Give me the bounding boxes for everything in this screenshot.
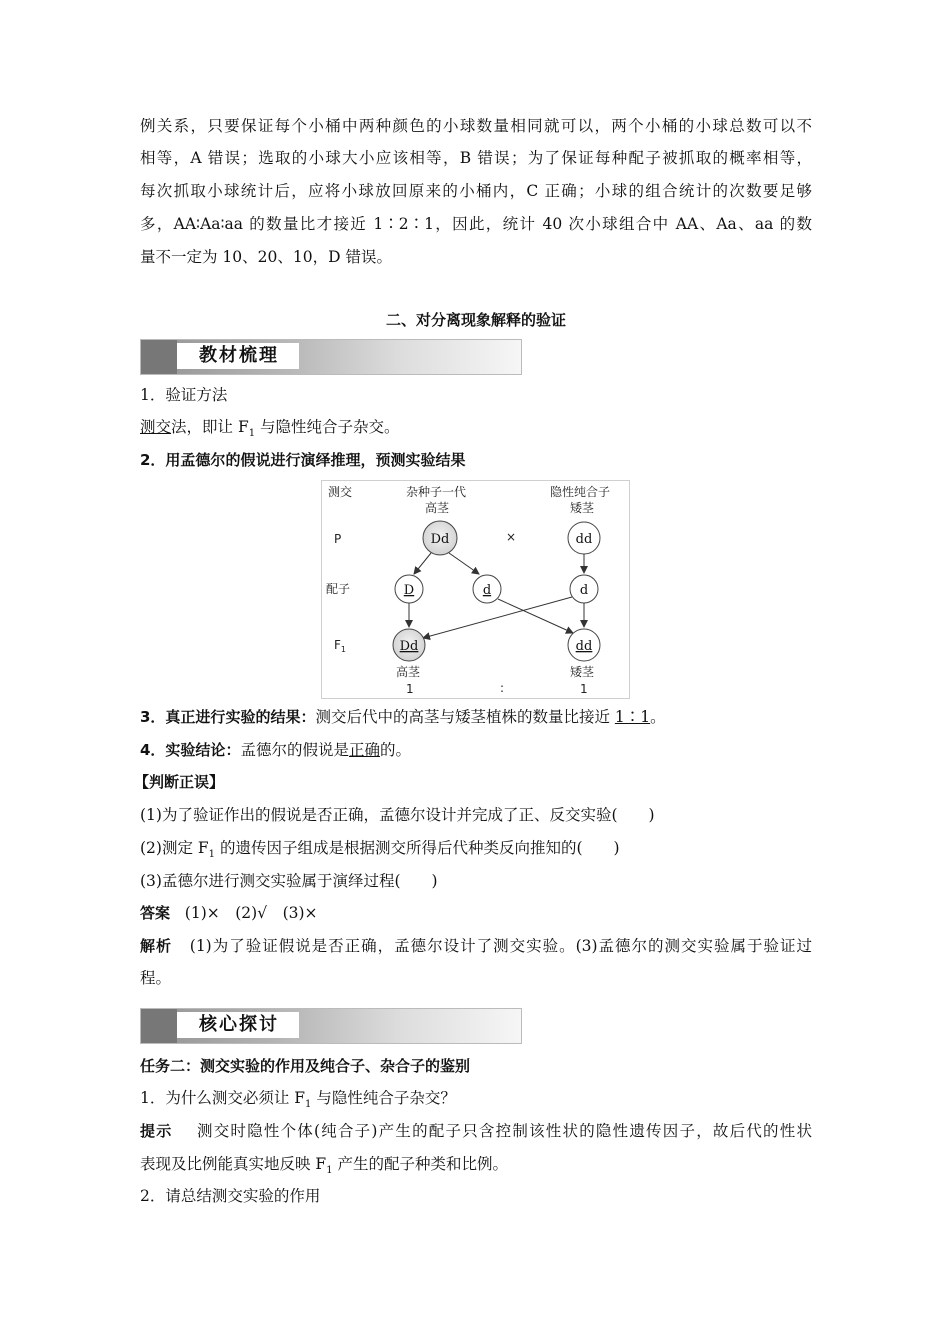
text-span: 的。 xyxy=(379,741,411,759)
ratio-colon: : xyxy=(500,681,505,695)
judge-item: (3)孟德尔进行测交实验属于演绎过程( ) xyxy=(140,872,438,890)
parent-recessive-genotype: dd xyxy=(575,532,593,547)
item-text xyxy=(140,416,812,445)
text-span: 1．为什么测交必须让 F xyxy=(140,1089,306,1107)
paragraph-line: 相等，A 错误；选取的小球大小应该相等，B 错误；为了保证每种配子被抓取的概率相等， xyxy=(140,149,812,167)
paragraph-line: 多，AA∶Aa∶aa 的数量比才接近 1∶2∶1，因此，统计 40 次小球组合中 AA、Aa、aa 的数 xyxy=(140,215,812,233)
answer-line xyxy=(140,902,812,924)
gamete-d: d xyxy=(482,583,492,598)
arrow xyxy=(498,599,573,633)
arrow xyxy=(423,597,572,638)
hybrid-title: 杂种子一代 xyxy=(406,485,467,499)
text-span: 表现及比例能真实地反映 F xyxy=(140,1155,327,1173)
hint-line xyxy=(140,1153,812,1182)
hybrid-phenotype: 高茎 xyxy=(425,501,450,515)
arrow xyxy=(449,553,479,574)
banner-label: 教材梳理 xyxy=(177,343,299,369)
section-banner xyxy=(140,1008,522,1044)
offspring-phenotype: 高茎 xyxy=(396,665,421,679)
task-title: 任务二：测交实验的作用及纯合子、杂合子的鉴别 xyxy=(140,1057,471,1075)
text-span: 产生的配子种类和比例。 xyxy=(332,1155,508,1173)
label-testcross: 测交 xyxy=(328,485,353,499)
underlined-term: 测交 xyxy=(140,418,172,436)
text-span: 孟德尔的假说是 xyxy=(240,741,349,759)
item-heading: 2．用孟德尔的假说进行演绎推理，预测实验结果 xyxy=(140,451,466,469)
text-span: 。 xyxy=(650,708,666,726)
answer-text: (1)× (2)√ (3)× xyxy=(184,904,318,922)
question xyxy=(140,1087,812,1116)
label-f1 xyxy=(334,638,346,654)
gamete-D: D xyxy=(403,583,415,598)
offspring-phenotype: 矮茎 xyxy=(570,665,595,679)
hint-label: 提示 xyxy=(140,1122,173,1140)
item-heading: 1．验证方法 xyxy=(140,386,228,404)
paragraph-line: 每次抓取小球统计后，应将小球放回原来的小桶内，C 正确；小球的组合统计的次数要足够 xyxy=(140,182,812,200)
gamete-d: d xyxy=(579,583,589,598)
item-text xyxy=(140,739,812,761)
section-title: 二、对分离现象解释的验证 xyxy=(385,311,566,329)
arrow xyxy=(414,553,431,574)
text-span: 法，即让 F xyxy=(171,418,249,436)
text-span: 测交后代中的高茎与矮茎植株的数量比接近 xyxy=(315,708,615,726)
judge-title: 【判断正误】 xyxy=(134,773,225,791)
f1-subscript: 1 xyxy=(340,645,346,654)
recessive-phenotype: 矮茎 xyxy=(570,501,595,515)
label-gamete: 配子 xyxy=(326,582,351,596)
analysis-text: (1)为了验证假说是否正确，孟德尔设计了测交实验。(3)孟德尔的测交实验属于验证过 xyxy=(189,937,812,955)
subscript: 1 xyxy=(326,1165,333,1176)
f1-letter: F xyxy=(334,638,341,652)
ratio-value: 1 xyxy=(580,682,588,696)
section-banner xyxy=(140,339,522,375)
judge-item xyxy=(140,837,812,866)
label-p: P xyxy=(334,532,342,546)
paragraph-line: 量不一定为 10、20、10，D 错误。 xyxy=(140,248,392,266)
ratio-value: 1 xyxy=(406,682,414,696)
recessive-title: 隐性纯合子 xyxy=(550,485,611,499)
analysis-line: 程。 xyxy=(140,969,172,987)
hint-line xyxy=(140,1120,812,1142)
testcross-diagram xyxy=(321,480,630,699)
offspring-genotype: Dd xyxy=(399,639,419,654)
offspring-genotype: dd xyxy=(575,639,593,654)
banner-label: 核心探讨 xyxy=(177,1012,299,1038)
item-heading: 4．实验结论： xyxy=(140,741,241,759)
hint-text: 测交时隐性个体(纯合子)产生的配子只含控制该性状的隐性遗传因子，故后代的性状 xyxy=(197,1122,812,1140)
analysis-line xyxy=(140,935,812,957)
testcross-svg xyxy=(322,481,629,698)
text-span: 与隐性纯合子杂交。 xyxy=(255,418,400,436)
item-heading: 3．真正进行实验的结果： xyxy=(140,708,316,726)
cross-symbol: × xyxy=(506,530,517,544)
subscript: 1 xyxy=(248,428,256,439)
underlined-term: 1∶1 xyxy=(614,708,651,726)
text-span: (2)测定 F xyxy=(140,839,209,857)
text-span: 与隐性纯合子杂交？ xyxy=(311,1089,456,1107)
answer-label: 答案 xyxy=(140,904,171,922)
text-span: 的遗传因子组成是根据测交所得后代种类反向推知的( ) xyxy=(215,839,620,857)
judge-item: (1)为了验证作出的假说是否正确，孟德尔设计并完成了正、反交实验( ) xyxy=(140,806,655,824)
parent-hybrid-genotype: Dd xyxy=(430,532,450,547)
analysis-label: 解析 xyxy=(140,937,172,955)
paragraph-line: 例关系，只要保证每个小桶中两种颜色的小球数量相同就可以，两个小桶的小球总数可以不 xyxy=(140,117,812,135)
item-text xyxy=(140,706,812,728)
subscript: 1 xyxy=(208,849,216,860)
subscript: 1 xyxy=(305,1099,312,1110)
underlined-term: 正确 xyxy=(348,741,380,759)
question: 2．请总结测交实验的作用 xyxy=(140,1187,321,1205)
